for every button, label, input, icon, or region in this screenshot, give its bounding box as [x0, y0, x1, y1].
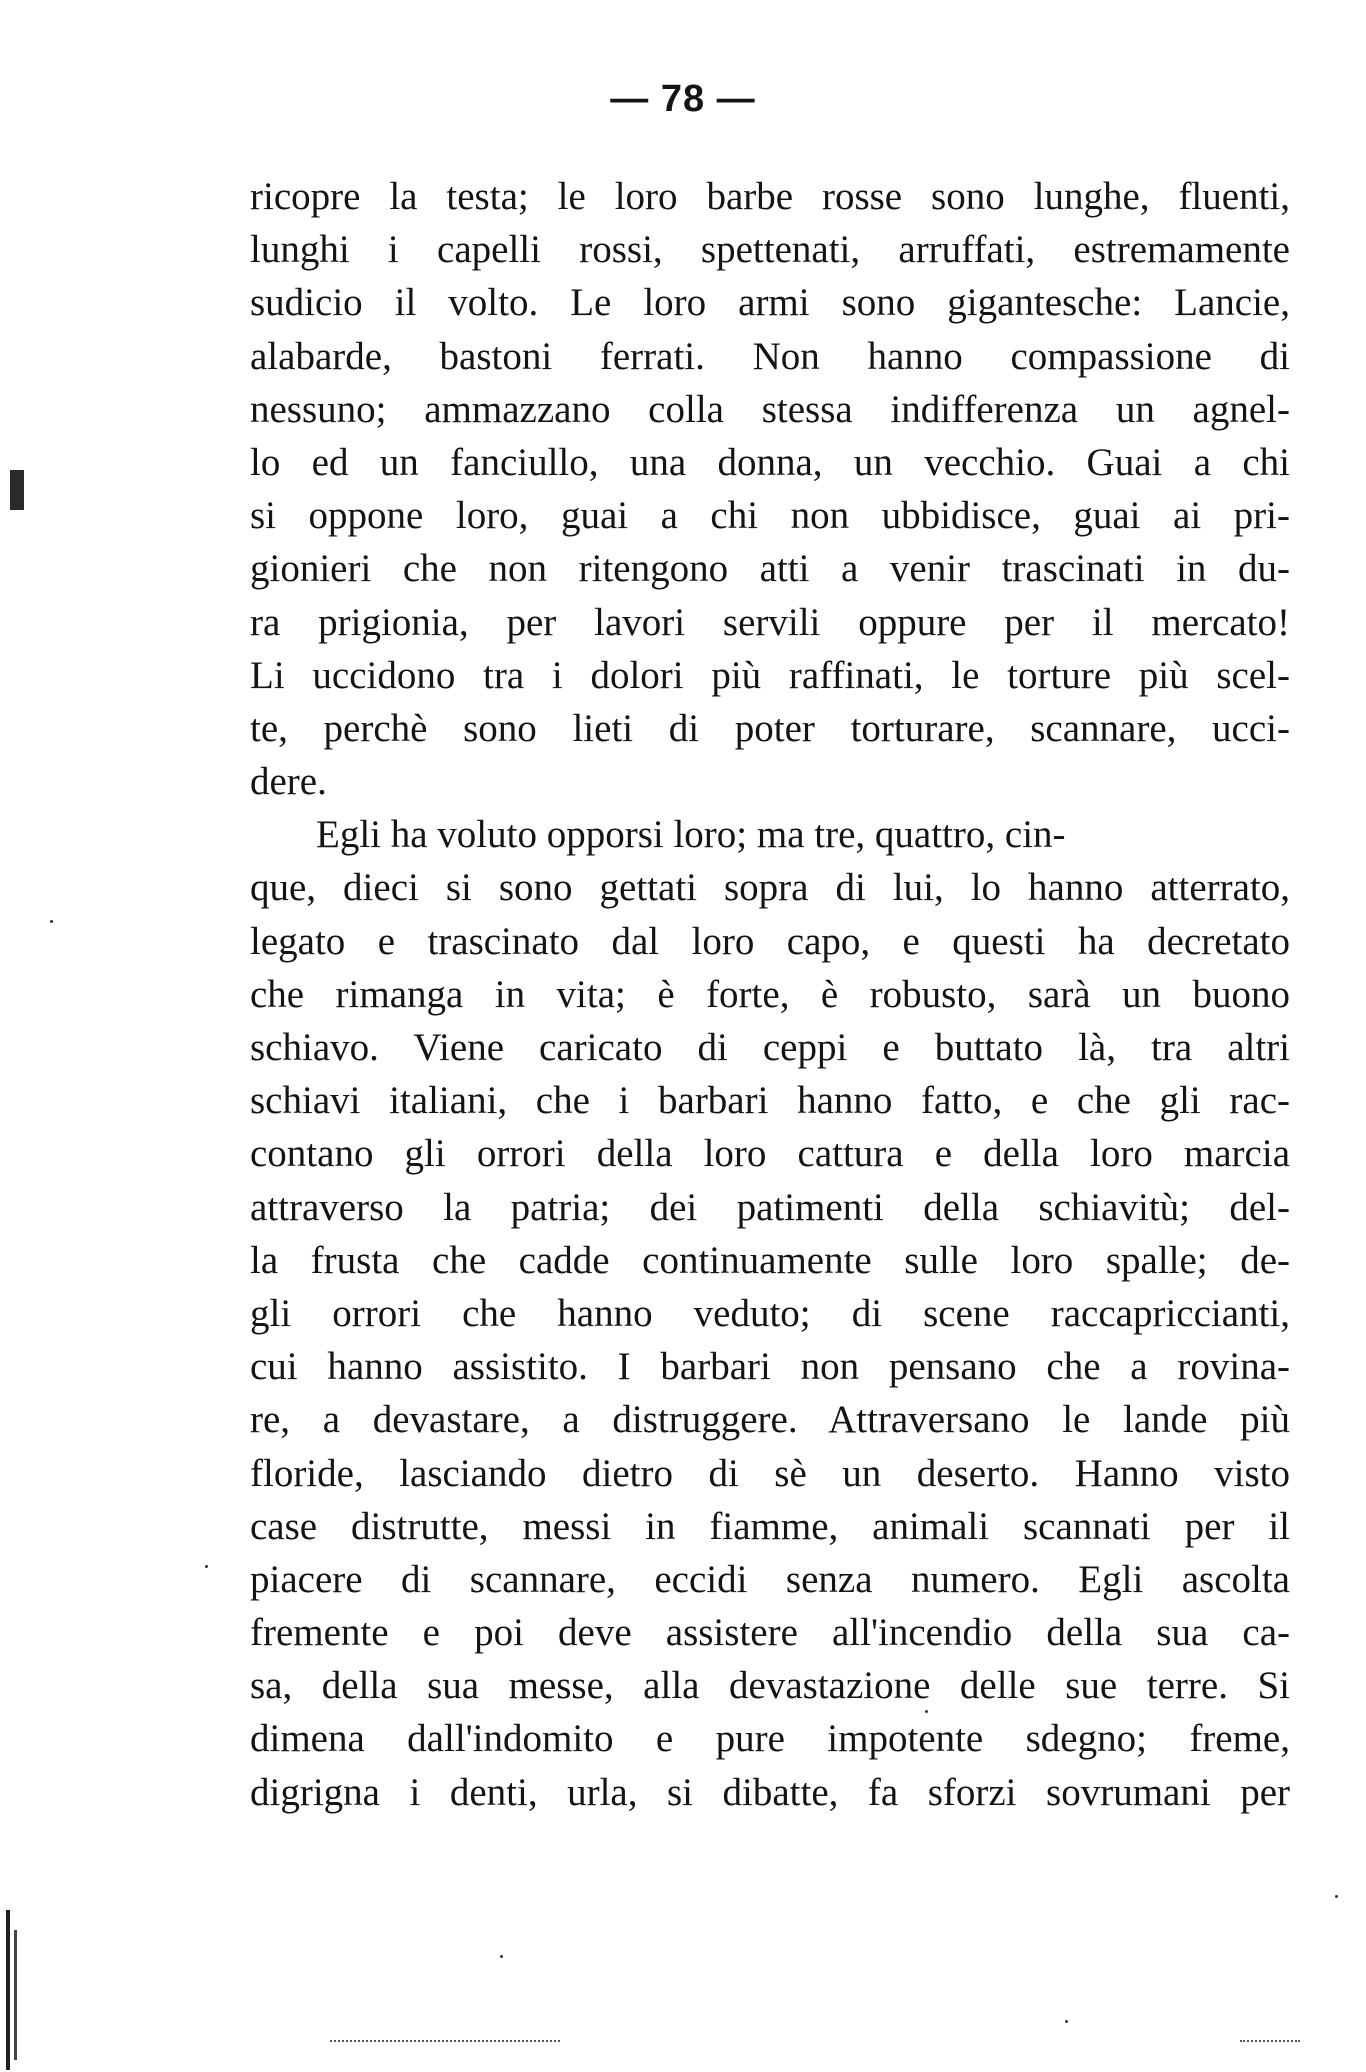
scan-speck — [205, 1565, 208, 1568]
scan-speck — [1335, 1895, 1338, 1898]
text-line: legato e trascinato dal loro capo, e questi ha decretato — [250, 919, 1290, 963]
text-line: la frusta che cadde continuamente sulle loro spalle; de- — [250, 1238, 1290, 1282]
page-number: — 78 — — [610, 78, 756, 120]
text-line: floride, lasciando dietro di sè un deserto. Hanno visto — [250, 1451, 1290, 1495]
text-line: case distrutte, messi in fiamme, animali scannati per il — [250, 1504, 1290, 1548]
text-line: dimena dall'indomito e pure impotente sdegno; freme, — [250, 1717, 1290, 1761]
text-line: si oppone loro, guai a chi non ubbidisce, guai ai pri- — [250, 494, 1290, 538]
text-line: schiavo. Viene caricato di ceppi e buttato là, tra altri — [250, 1026, 1290, 1069]
text-line: fremente e poi deve assistere all'incendio della sua ca- — [250, 1611, 1290, 1655]
scan-speck — [50, 920, 53, 923]
text-line: alabarde, bastoni ferrati. Non hanno compassione di — [250, 334, 1290, 378]
text-line: re, a devastare, a distruggere. Attraversano le lande più — [250, 1398, 1290, 1442]
text-line: nessuno; ammazzano colla stessa indifferenza un agnel- — [250, 387, 1290, 431]
text-line: ra prigionia, per lavori servili oppure per il mercato! — [250, 600, 1290, 644]
text-line: lo ed un fanciullo, una donna, un vecchio. Guai a chi — [250, 440, 1290, 484]
text-line: attraverso la patria; dei patimenti della schiavitù; del- — [250, 1185, 1290, 1229]
text-line: gionieri che non ritengono atti a venir trascinati in du- — [250, 547, 1290, 591]
scan-mark-bottom-left-2 — [14, 1930, 17, 2060]
text-line: piacere di scannare, eccidi senza numero. Egli ascolta — [250, 1557, 1290, 1601]
text-line: cui hanno assistito. I barbari non pensano che a rovina- — [250, 1345, 1290, 1389]
text-line: contano gli orrori della loro cattura e della loro marcia — [250, 1132, 1290, 1176]
text-line: Egli ha voluto opporsi loro; ma tre, quattro, cin- — [316, 813, 1066, 857]
scan-dash-bottom — [330, 2040, 560, 2043]
text-line: schiavi italiani, che i barbari hanno fatto, e che gli rac- — [250, 1079, 1290, 1123]
scan-speck — [1065, 2020, 1068, 2023]
scan-mark-bottom-left — [6, 1910, 10, 2070]
text-line: lunghi i capelli rossi, spettenati, arruffati, estremamente — [250, 228, 1290, 272]
text-line: Li uccidono tra i dolori più raffinati, le torture più scel- — [250, 653, 1290, 697]
text-line: gli orrori che hanno veduto; di scene raccapriccianti, — [250, 1291, 1290, 1335]
text-line: digrigna i denti, urla, si dibatte, fa sforzi sovrumani per — [250, 1770, 1290, 1814]
scan-speck — [500, 1955, 503, 1958]
text-line: ricopre la testa; le loro barbe rosse sono lunghe, fluenti, — [250, 175, 1290, 218]
text-line: sudicio il volto. Le loro armi sono gigantesche: Lancie, — [250, 281, 1290, 325]
text-line: sa, della sua messe, alla devastazione delle sue terre. Si — [250, 1664, 1290, 1708]
scan-mark-left — [10, 470, 24, 510]
text-line: che rimanga in vita; è forte, è robusto, sarà un buono — [250, 972, 1290, 1016]
scan-speck — [925, 1710, 928, 1713]
body-text — [250, 170, 1290, 1819]
text-line: que, dieci si sono gettati sopra di lui, lo hanno atterrato, — [250, 866, 1290, 910]
scan-dash-bottom-right — [1240, 2040, 1300, 2043]
text-line: dere. — [250, 760, 327, 804]
text-line: te, perchè sono lieti di poter torturare, scannare, ucci- — [250, 706, 1290, 750]
